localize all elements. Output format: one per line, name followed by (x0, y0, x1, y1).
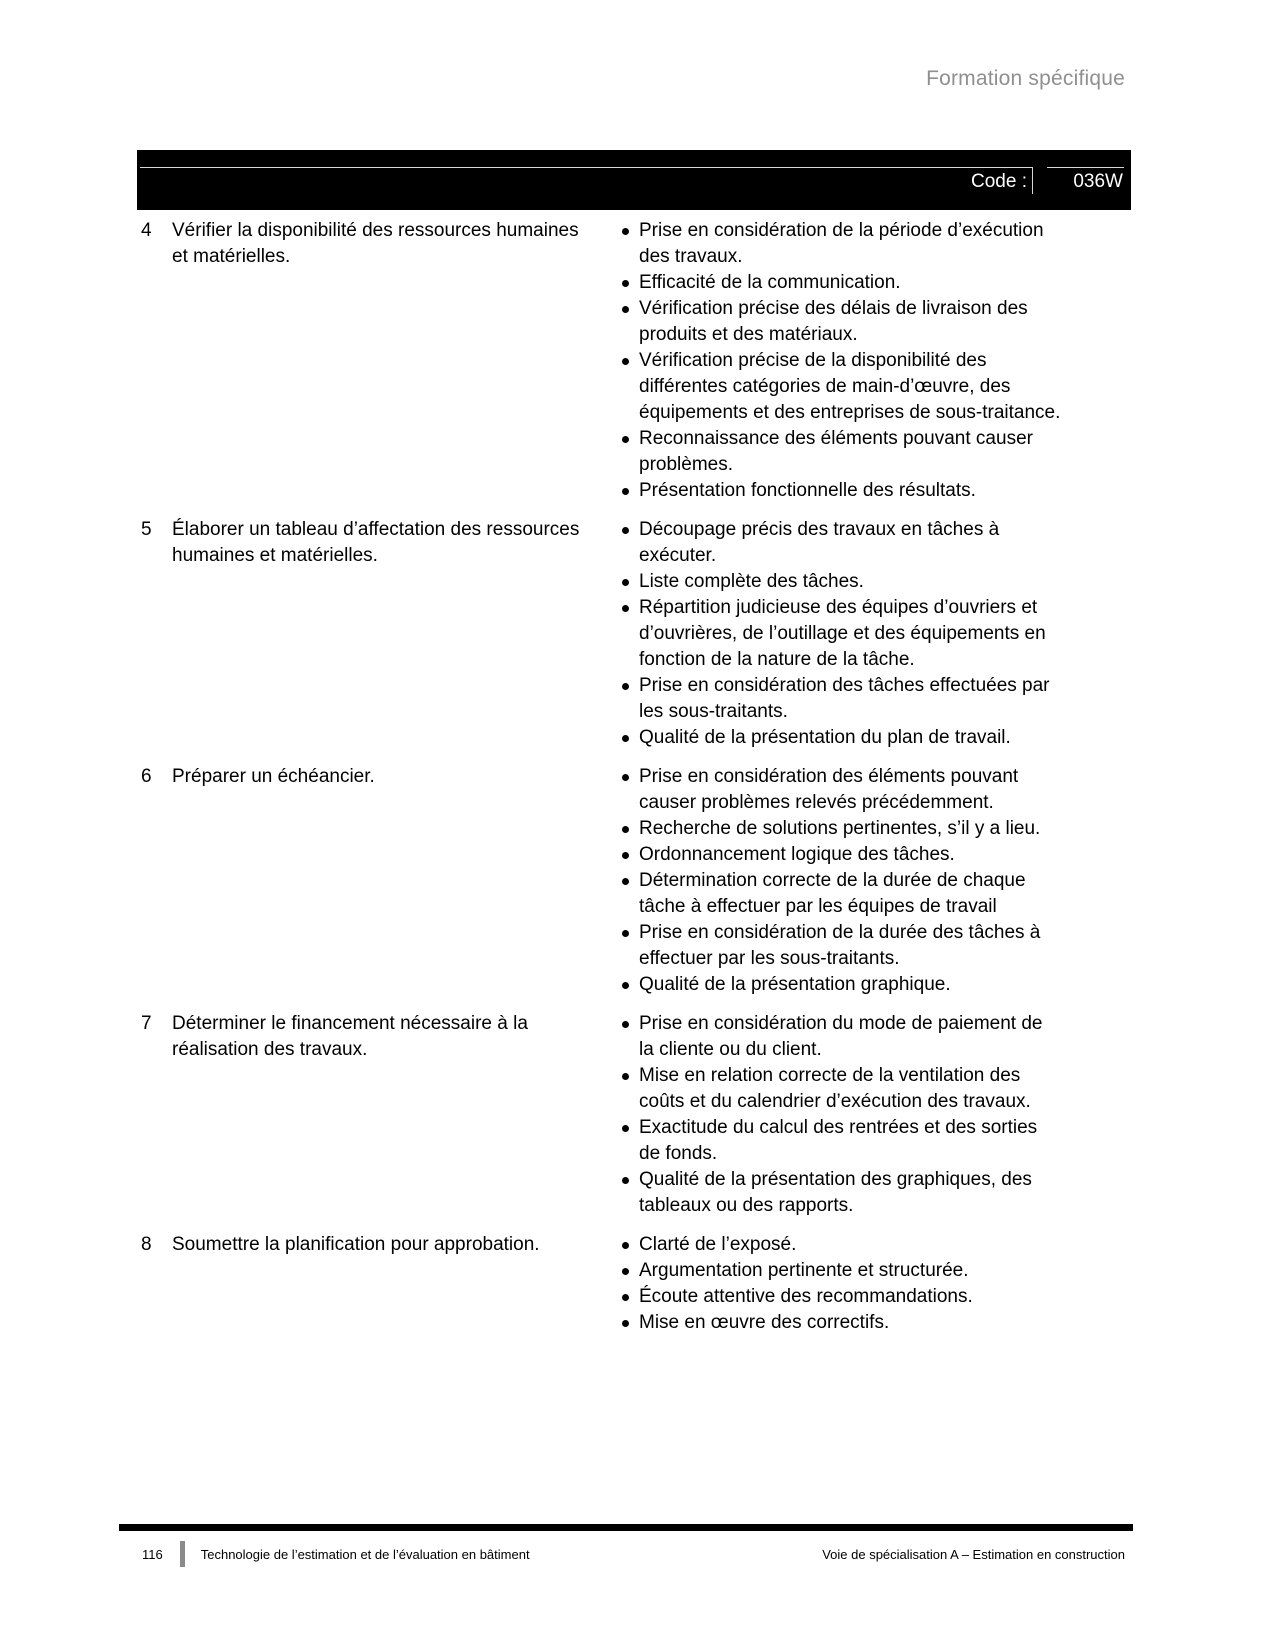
bullet-icon (622, 280, 629, 287)
criterion-item (620, 218, 1061, 270)
bullet-icon (622, 735, 629, 742)
criterion-item (620, 426, 1061, 478)
criterion-text: Prise en considération de la durée des tâches à effectuer par les sous-traitants. (639, 922, 1041, 969)
criterion-text: Détermination correcte de la durée de chaque tâche à effectuer par les équipes de travail (639, 870, 1026, 917)
header-rule-code (1047, 167, 1124, 168)
criteria-list (620, 1232, 1065, 1336)
criterion-text: Prise en considération de la période d’exécution des travaux. (639, 220, 1044, 267)
task-cell (141, 1011, 620, 1219)
bullet-icon (622, 1073, 629, 1080)
criterion-item (620, 920, 1061, 972)
footer-divider (180, 1541, 185, 1567)
criterion-text: Recherche de solutions pertinentes, s’il y a lieu. (639, 818, 1041, 839)
code-label: Code : (971, 171, 1027, 192)
criterion-item (620, 673, 1061, 725)
criterion-text: Prise en considération des tâches effectuées par les sous-traitants. (639, 675, 1050, 722)
task-text: Vérifier la disponibilité des ressources humaines et matérielles. (172, 220, 579, 267)
criterion-text: Qualité de la présentation graphique. (639, 974, 951, 995)
criterion-text: Ordonnancement logique des tâches. (639, 844, 955, 865)
bullet-icon (622, 878, 629, 885)
criterion-text: Qualité de la présentation des graphiques, des tableaux ou des rapports. (639, 1169, 1032, 1216)
criterion-text: Écoute attentive des recommandations. (639, 1286, 973, 1307)
task-cell (141, 1232, 620, 1336)
footer-right-text: Voie de spécialisation A – Estimation en construction (822, 1546, 1125, 1562)
task-number: 7 (141, 1013, 152, 1034)
criterion-item (620, 1284, 1061, 1310)
task-text: Élaborer un tableau d’affectation des ressources humaines et matérielles. (172, 519, 580, 566)
bullet-icon (622, 1021, 629, 1028)
task-text: Déterminer le financement nécessaire à la réalisation des travaux. (172, 1013, 528, 1060)
task-number: 6 (141, 766, 152, 787)
criterion-item (620, 1011, 1061, 1063)
criterion-item (620, 1167, 1061, 1219)
table-row (141, 764, 1141, 998)
criterion-text: Clarté de l’exposé. (639, 1234, 797, 1255)
criterion-text: Prise en considération du mode de paiement de la cliente ou du client. (639, 1013, 1043, 1060)
task-cell (141, 218, 620, 504)
criteria-list (620, 218, 1065, 504)
criterion-item (620, 1063, 1061, 1115)
task-cell (141, 764, 620, 998)
criteria-table (141, 218, 1141, 1349)
bullet-icon (622, 436, 629, 443)
criterion-text: Découpage précis des travaux en tâches à exécuter. (639, 519, 1000, 566)
bullet-icon (622, 527, 629, 534)
bullet-icon (622, 683, 629, 690)
criterion-item (620, 1310, 1061, 1336)
bullet-icon (622, 1294, 629, 1301)
bullet-icon (622, 826, 629, 833)
section-header-label: Formation spécifique (926, 67, 1125, 90)
bullet-icon (622, 1268, 629, 1275)
bullet-icon (622, 488, 629, 495)
criterion-text: Vérification précise de la disponibilité des différentes catégories de main-d’œuvre, des équipements et des entreprises de sous-traitance. (639, 350, 1061, 423)
criterion-item (620, 270, 1061, 296)
footer (142, 1541, 1125, 1567)
bullet-icon (622, 982, 629, 989)
bullet-icon (622, 306, 629, 313)
task-number: 5 (141, 519, 152, 540)
header-rule-left (140, 167, 1032, 168)
bullet-icon (622, 852, 629, 859)
task-cell (141, 517, 620, 751)
criterion-item (620, 569, 1061, 595)
criterion-item (620, 595, 1061, 673)
criterion-text: Répartition judicieuse des équipes d’ouvriers et d’ouvrières, de l’outillage et des équipements en fonction de la nature de la tâche. (639, 597, 1046, 670)
criterion-item (620, 1115, 1061, 1167)
criterion-item (620, 868, 1061, 920)
criteria-list (620, 517, 1065, 751)
criterion-item (620, 816, 1061, 842)
table-row (141, 517, 1141, 751)
criterion-text: Mise en œuvre des correctifs. (639, 1312, 890, 1333)
criterion-text: Prise en considération des éléments pouvant causer problèmes relevés précédemment. (639, 766, 1019, 813)
criterion-text: Exactitude du calcul des rentrées et des sorties de fonds. (639, 1117, 1038, 1164)
criterion-item (620, 348, 1061, 426)
footer-rule (119, 1524, 1133, 1531)
bullet-icon (622, 579, 629, 586)
page-number: 116 (142, 1546, 163, 1562)
criterion-text: Reconnaissance des éléments pouvant causer problèmes. (639, 428, 1033, 475)
criteria-list (620, 764, 1065, 998)
criterion-text: Mise en relation correcte de la ventilation des coûts et du calendrier d’exécution des travaux. (639, 1065, 1031, 1112)
table-row (141, 218, 1141, 504)
table-row (141, 1232, 1141, 1336)
criterion-text: Présentation fonctionnelle des résultats. (639, 480, 976, 501)
criterion-text: Efficacité de la communication. (639, 272, 901, 293)
bullet-icon (622, 1177, 629, 1184)
criterion-text: Argumentation pertinente et structurée. (639, 1260, 969, 1281)
criterion-text: Qualité de la présentation du plan de travail. (639, 727, 1011, 748)
bullet-icon (622, 605, 629, 612)
bullet-icon (622, 1125, 629, 1132)
criterion-item (620, 1232, 1061, 1258)
bullet-icon (622, 930, 629, 937)
table-row (141, 1011, 1141, 1219)
bullet-icon (622, 358, 629, 365)
header-cell-divider (1032, 167, 1033, 194)
footer-left-text: Technologie de l’estimation et de l’évaluation en bâtiment (200, 1546, 530, 1562)
bullet-icon (622, 1320, 629, 1327)
task-number: 8 (141, 1234, 152, 1255)
code-value: 036W (1073, 171, 1123, 192)
criterion-item (620, 478, 1061, 504)
criterion-item (620, 842, 1061, 868)
criterion-item (620, 296, 1061, 348)
code-header-bar (137, 150, 1131, 210)
bullet-icon (622, 228, 629, 235)
criterion-item (620, 972, 1061, 998)
bullet-icon (622, 774, 629, 781)
criterion-text: Vérification précise des délais de livraison des produits et des matériaux. (639, 298, 1028, 345)
criterion-item (620, 1258, 1061, 1284)
task-text: Soumettre la planification pour approbation. (172, 1234, 540, 1255)
criterion-item (620, 764, 1061, 816)
task-text: Préparer un échéancier. (172, 766, 375, 787)
criterion-text: Liste complète des tâches. (639, 571, 864, 592)
criterion-item (620, 517, 1061, 569)
task-number: 4 (141, 220, 152, 241)
criteria-list (620, 1011, 1065, 1219)
bullet-icon (622, 1242, 629, 1249)
criterion-item (620, 725, 1061, 751)
